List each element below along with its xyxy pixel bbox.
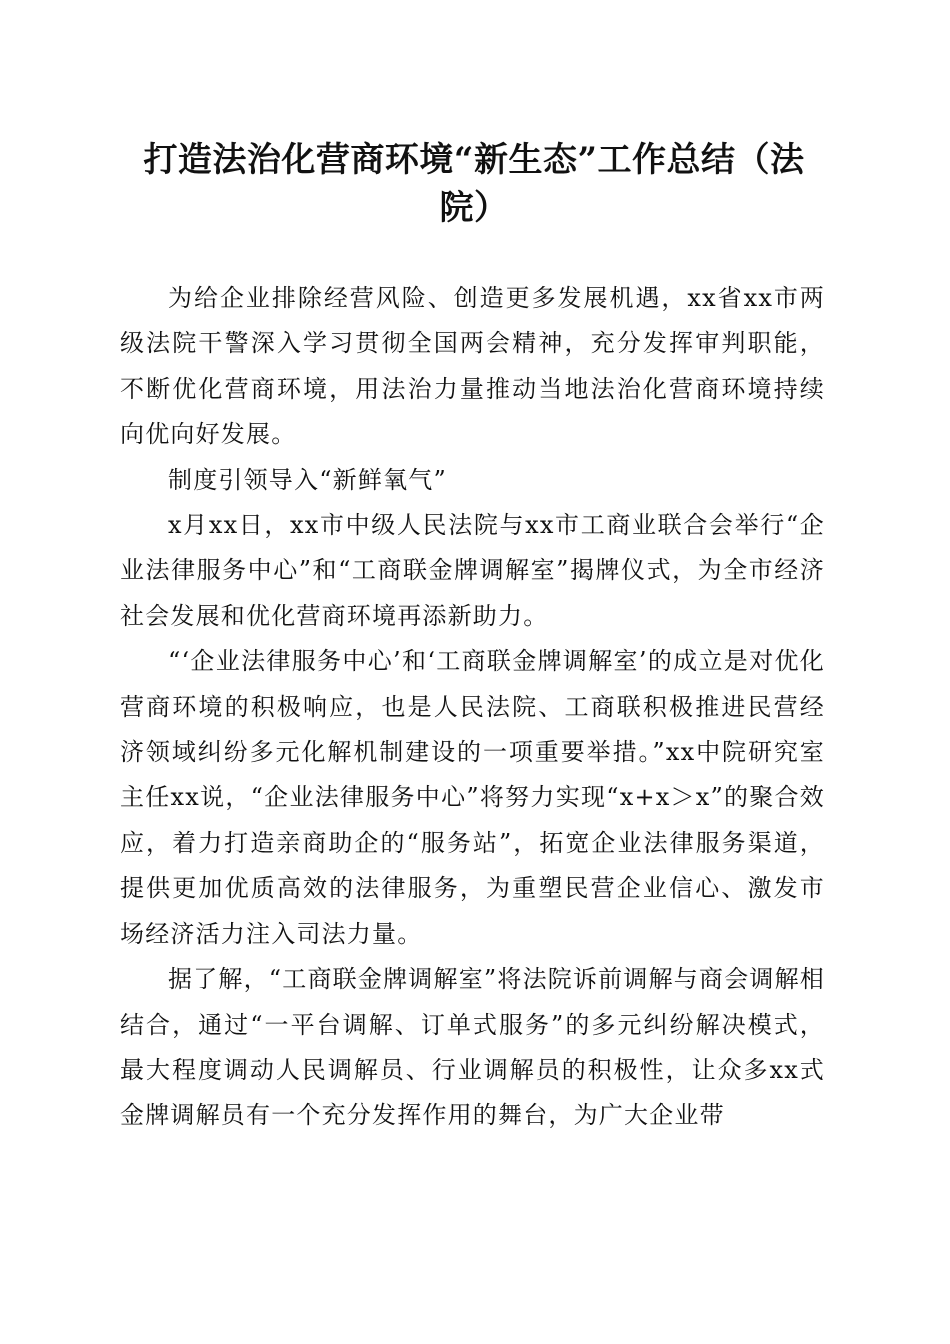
paragraph-quote: “‘企业法律服务中心’和‘工商联金牌调解室’的成立是对优化营商环境的积极响应，也是人民法院、工商联积极推进民营经济领域纠纷多元化解机制建设的一项重要举措。”xx中院研究室主任xx说，“企业法律服务中心”将努力实现“x+x＞x”的聚合效应，着力打造亲商助企的“服务站”，拓宽企业法律服务渠道，提供更加优质高效的法律服务，为重塑民营企业信心、激发市场经济活力注入司法力量。 (120, 647, 825, 948)
paragraph-mediation: 据了解，“工商联金牌调解室”将法院诉前调解与商会调解相结合，通过“一平台调解、订单式服务”的多元纠纷解决模式，最大程度调动人民调解员、行业调解员的积极性，让众多xx式金牌调解员有一个充分发挥作用的舞台，为广大企业带 (120, 965, 825, 1130)
paragraph-subheading: 制度引领导入“新鲜氧气” (168, 465, 447, 494)
paragraph-intro: 为给企业排除经营风险、创造更多发展机遇，xx省xx市两级法院干警深入学习贯彻全国两会精神，充分发挥审判职能，不断优化营商环境，用法治力量推动当地法治化营商环境持续向优向好发展。 (120, 284, 825, 449)
document-title: 打造法治化营商环境“新生态”工作总结（法院） (143, 140, 805, 228)
document-body (120, 276, 825, 1139)
paragraph-event: x月xx日，xx市中级人民法院与xx市工商业联合会举行“企业法律服务中心”和“工商联金牌调解室”揭牌仪式，为全市经济社会发展和优化营商环境再添新助力。 (120, 511, 825, 630)
